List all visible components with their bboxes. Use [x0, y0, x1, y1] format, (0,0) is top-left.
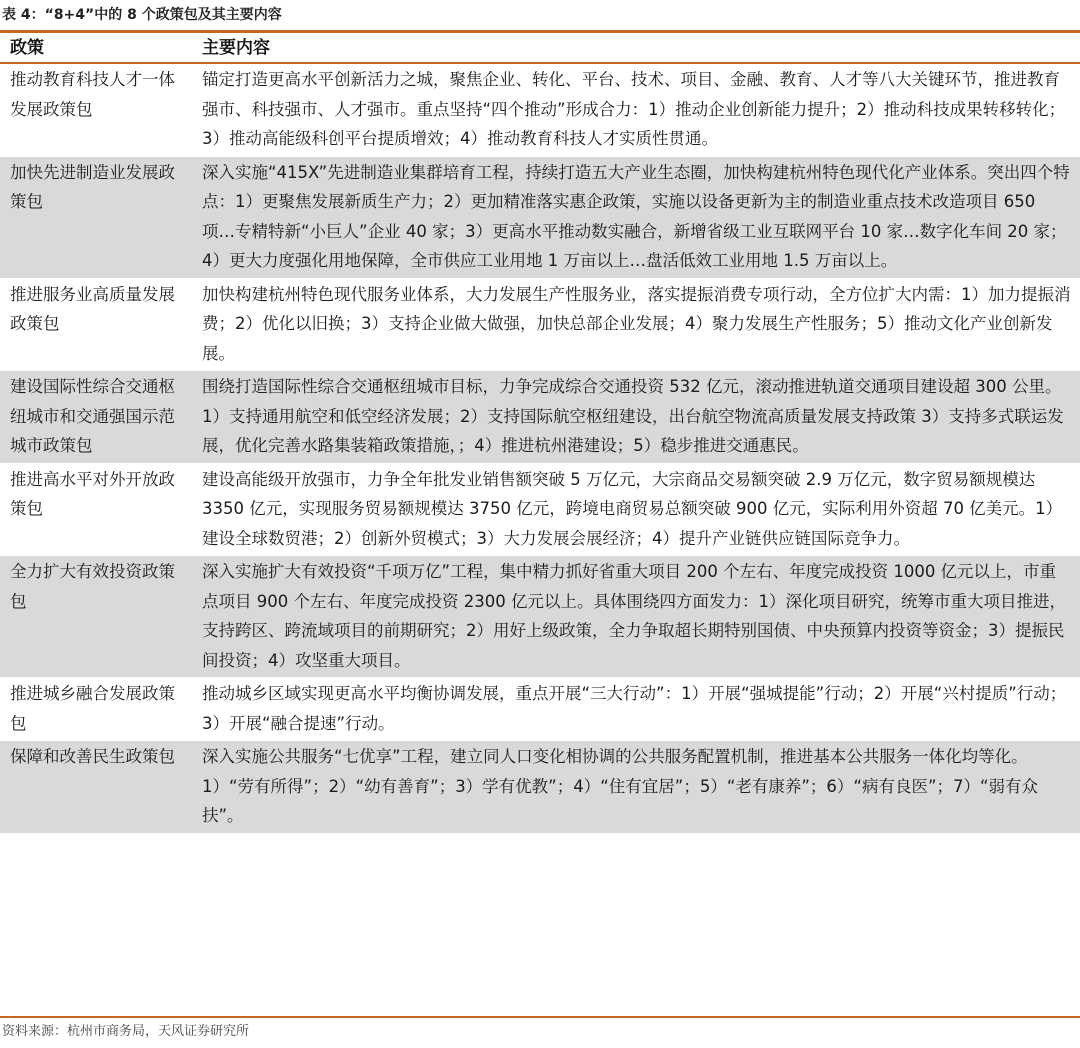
table-title: 表 4：“8+4”中的 8 个政策包及其主要内容: [2, 7, 282, 23]
policy-content: 深入实施扩大有效投资“千项万亿”工程，集中精力抓好省重大项目 200 个左右、年度完成投资 1000 亿元以上，市重点项目 900 个左右、年度完成投资 2300 亿元以上。具体围绕四方面发力：1）深化项目研究，统筹市重大项目推进，支持跨区、跨流域项目的前期研究；2）用好上级政策，全力争取超长期特别国债、中央预算内投资等资金；3）提振民间投资；4）攻坚重大项目。: [192, 556, 1080, 678]
policy-content: 深入实施“415X”先进制造业集群培育工程，持续打造五大产业生态圈，加快构建杭州特色现代化产业体系。突出四个特点：1）更聚焦发展新质生产力；2）更加精准落实惠企政策，实施以设备更新为主的制造业重点技术改造项目 650 项…专精特新“小巨人”企业 40 家；3）更高水平推动数实融合，新增省级工业互联网平台 10 家…数字化车间 20 家；4）更大力度强化用地保障，全市供应工业用地 1 万亩以上…盘活低效工业用地 1.5 万亩以上。: [192, 156, 1080, 278]
table-row: [0, 371, 1080, 464]
policy-content: 围绕打造国际性综合交通枢纽城市目标，力争完成综合交通投资 532 亿元，滚动推进轨道交通项目建设超 300 公里。1）支持通用航空和低空经济发展；2）支持国际航空枢纽建设，出台航空物流高质量发展支持政策 3）支持多式联运发展，优化完善水路集装箱政策措施，；4）推进杭州港建设；5）稳步推进交通惠民。: [192, 371, 1080, 464]
title-divider: [0, 30, 1080, 33]
policy-name: 推进高水平对外开放政策包: [0, 463, 192, 556]
policy-content: 推动城乡区域实现更高水平均衡协调发展，重点开展“三大行动”：1）开展“强城提能”行动；2）开展“兴村提质”行动；3）开展“融合提速”行动。: [192, 678, 1080, 741]
table-header-row: [0, 34, 1080, 63]
table-row: [0, 741, 1080, 834]
header-policy: 政策: [0, 34, 192, 63]
table-row: [0, 556, 1080, 678]
policy-name: 推进城乡融合发展政策包: [0, 678, 192, 741]
policy-content: 加快构建杭州特色现代服务业体系，大力发展生产性服务业，落实提振消费专项行动，全方位扩大内需：1）加力提振消费；2）优化以旧换；3）支持企业做大做强，加快总部企业发展；4）聚力发展生产性服务；5）推动文化产业创新发展。: [192, 278, 1080, 371]
policy-name: 推进服务业高质量发展政策包: [0, 278, 192, 371]
bottom-divider: [0, 1016, 1080, 1018]
policy-content: 深入实施公共服务“七优享”工程，建立同人口变化相协调的公共服务配置机制，推进基本公共服务一体化均等化。1）“劳有所得”；2）“幼有善育”；3）学有优教”；4）“住有宜居”；5）“老有康养”；6）“病有良医”；7）“弱有众扶”。: [192, 741, 1080, 834]
header-content: 主要内容: [192, 34, 1080, 63]
source-note: 资料来源：杭州市商务局，天风证券研究所: [2, 1024, 250, 1039]
policy-table: [0, 34, 1080, 834]
table-row: [0, 63, 1080, 156]
table-row: [0, 278, 1080, 371]
policy-name: 全力扩大有效投资政策包: [0, 556, 192, 678]
policy-content: 建设高能级开放强市，力争全年批发业销售额突破 5 万亿元，大宗商品交易额突破 2.9 万亿元，数字贸易额规模达 3350 亿元，实现服务贸易额规模达 3750 亿元，跨境电商贸易总额突破 900 亿元，实际利用外资超 70 亿美元。1）建设全球数贸港；2）创新外贸模式；3）大力发展会展经济；4）提升产业链供应链国际竞争力。: [192, 463, 1080, 556]
policy-name: 建设国际性综合交通枢纽城市和交通强国示范城市政策包: [0, 371, 192, 464]
policy-name: 保障和改善民生政策包: [0, 741, 192, 834]
table-row: [0, 463, 1080, 556]
policy-content: 锚定打造更高水平创新活力之城，聚焦企业、转化、平台、技术、项目、金融、教育、人才等八大关键环节，推进教育强市、科技强市、人才强市。重点坚持“四个推动”形成合力：1）推动企业创新能力提升；2）推动科技成果转移转化；3）推动高能级科创平台提质增效；4）推动教育科技人才实质性贯通。: [192, 63, 1080, 156]
table-row: [0, 678, 1080, 741]
policy-name: 加快先进制造业发展政策包: [0, 156, 192, 278]
table-row: [0, 156, 1080, 278]
policy-name: 推动教育科技人才一体发展政策包: [0, 63, 192, 156]
